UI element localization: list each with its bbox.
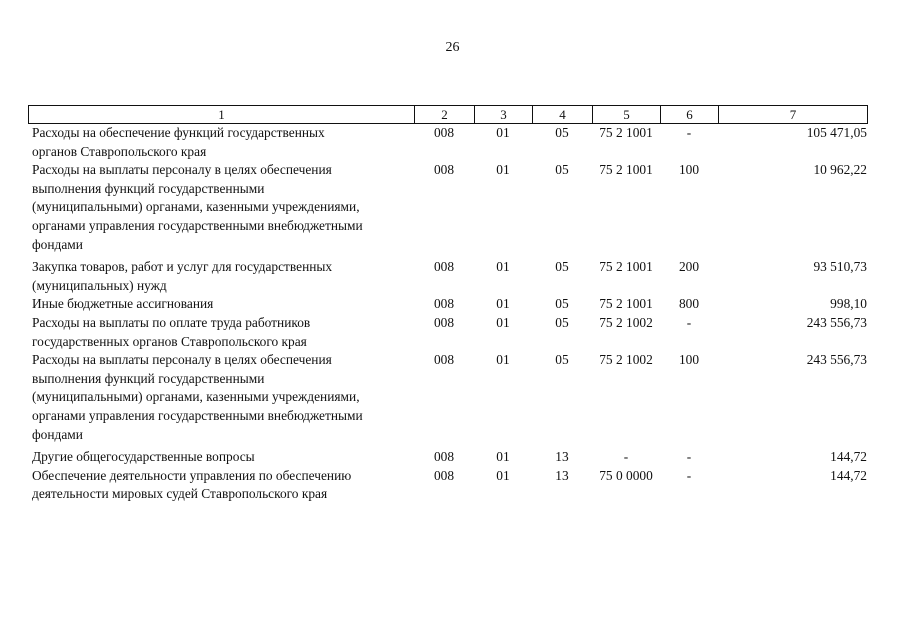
row-name-line: деятельности мировых судей Ставропольского края — [32, 486, 328, 502]
table-row — [32, 314, 867, 351]
cell-ministry: 008 — [433, 259, 455, 275]
cell-amount: 243 556,73 — [806, 314, 867, 330]
column-header-1: 1 — [29, 106, 415, 124]
table-row — [32, 258, 867, 295]
cell-section: 01 — [496, 467, 510, 483]
cell-ministry: 008 — [433, 352, 455, 368]
cell-expense-type: - — [686, 125, 692, 140]
cell-section: 01 — [496, 125, 510, 140]
cell-target-article: 75 2 1001 — [599, 125, 653, 140]
column-header-2: 2 — [415, 106, 475, 124]
cell-amount: 105 471,05 — [806, 125, 867, 140]
cell-subsection: 13 — [555, 467, 569, 483]
cell-expense-type: 800 — [678, 296, 700, 312]
cell-ministry: 008 — [433, 162, 455, 178]
row-name-line: Расходы на обеспечение функций государственных — [32, 125, 325, 140]
row-name-line: фондами — [32, 236, 83, 252]
cell-subsection: 05 — [555, 125, 569, 140]
cell-amount: 243 556,73 — [806, 352, 867, 368]
row-name — [32, 161, 414, 254]
cell-amount: 998,10 — [830, 296, 867, 312]
cell-target-article: 75 2 1002 — [599, 352, 653, 368]
row-name — [32, 448, 414, 467]
table-row — [32, 448, 867, 467]
cell-section: 01 — [496, 259, 510, 275]
row-name-line: (муниципальными) органами, казенными учреждениями, — [32, 199, 360, 215]
table-row — [32, 295, 867, 314]
row-name-line: Расходы на выплаты персоналу в целях обеспечения — [32, 352, 332, 368]
table-row — [32, 124, 867, 161]
row-name-line: выполнения функций государственными — [32, 180, 265, 196]
cell-expense-type: - — [686, 467, 692, 483]
cell-target-article: 75 2 1001 — [599, 259, 653, 275]
row-name-line: органами управления государственными внебюджетными — [32, 217, 363, 233]
table-body — [32, 124, 867, 504]
row-name-line: Расходы на выплаты по оплате труда работников — [32, 314, 311, 330]
row-name-line: фондами — [32, 426, 83, 442]
cell-expense-type: 100 — [678, 352, 700, 368]
row-name — [32, 258, 414, 295]
page-number: 26 — [445, 40, 460, 55]
cell-subsection: 05 — [555, 259, 569, 275]
cell-section: 01 — [496, 162, 510, 178]
column-header-7: 7 — [719, 106, 868, 124]
cell-section: 01 — [496, 296, 510, 312]
cell-ministry: 008 — [433, 467, 455, 483]
row-name-line: (муниципальных) нужд — [32, 277, 167, 293]
cell-subsection: 05 — [555, 352, 569, 368]
cell-section: 01 — [496, 352, 510, 368]
cell-expense-type: - — [686, 449, 692, 465]
row-name — [32, 295, 414, 314]
cell-section: 01 — [496, 449, 510, 465]
cell-expense-type: 200 — [678, 259, 700, 275]
cell-target-article: 75 2 1001 — [599, 296, 653, 312]
table-row — [32, 161, 867, 254]
cell-amount: 10 962,22 — [813, 162, 867, 178]
cell-ministry: 008 — [433, 296, 455, 312]
cell-expense-type: 100 — [678, 162, 700, 178]
cell-subsection: 05 — [555, 296, 569, 312]
cell-ministry: 008 — [433, 125, 455, 140]
cell-target-article: 75 2 1002 — [599, 314, 653, 330]
column-header-row — [29, 106, 868, 124]
row-name — [32, 467, 414, 504]
row-name-line: органами управления государственными внебюджетными — [32, 407, 363, 423]
cell-amount: 144,72 — [830, 449, 867, 465]
cell-target-article: 75 2 1001 — [599, 162, 653, 178]
column-header-6: 6 — [661, 106, 719, 124]
row-name — [32, 314, 414, 351]
row-name-line: (муниципальными) органами, казенными учреждениями, — [32, 389, 360, 405]
cell-subsection: 05 — [555, 314, 569, 330]
cell-expense-type: - — [686, 314, 692, 330]
column-header-4: 4 — [533, 106, 593, 124]
row-name-line: Другие общегосударственные вопросы — [32, 449, 255, 465]
row-name — [32, 351, 414, 444]
cell-ministry: 008 — [433, 449, 455, 465]
cell-amount: 93 510,73 — [813, 259, 867, 275]
column-header-3: 3 — [475, 106, 533, 124]
cell-subsection: 13 — [555, 449, 569, 465]
cell-target-article: 75 0 0000 — [599, 467, 653, 483]
cell-amount: 144,72 — [830, 467, 867, 483]
cell-section: 01 — [496, 314, 510, 330]
row-name-line: Закупка товаров, работ и услуг для государственных — [32, 259, 333, 275]
column-header-5: 5 — [593, 106, 661, 124]
table-row — [32, 351, 867, 444]
cell-ministry: 008 — [433, 314, 455, 330]
row-name — [32, 124, 414, 161]
cell-subsection: 05 — [555, 162, 569, 178]
row-name-line: органов Ставропольского края — [32, 143, 207, 159]
row-name-line: Расходы на выплаты персоналу в целях обеспечения — [32, 162, 332, 178]
row-name-line: Обеспечение деятельности управления по обеспечению — [32, 467, 352, 483]
cell-target-article: - — [623, 449, 629, 465]
column-header-table — [28, 105, 868, 124]
table-row — [32, 467, 867, 504]
row-name-line: выполнения функций государственными — [32, 370, 265, 386]
row-name-line: Иные бюджетные ассигнования — [32, 296, 214, 312]
row-name-line: государственных органов Ставропольского края — [32, 333, 307, 349]
